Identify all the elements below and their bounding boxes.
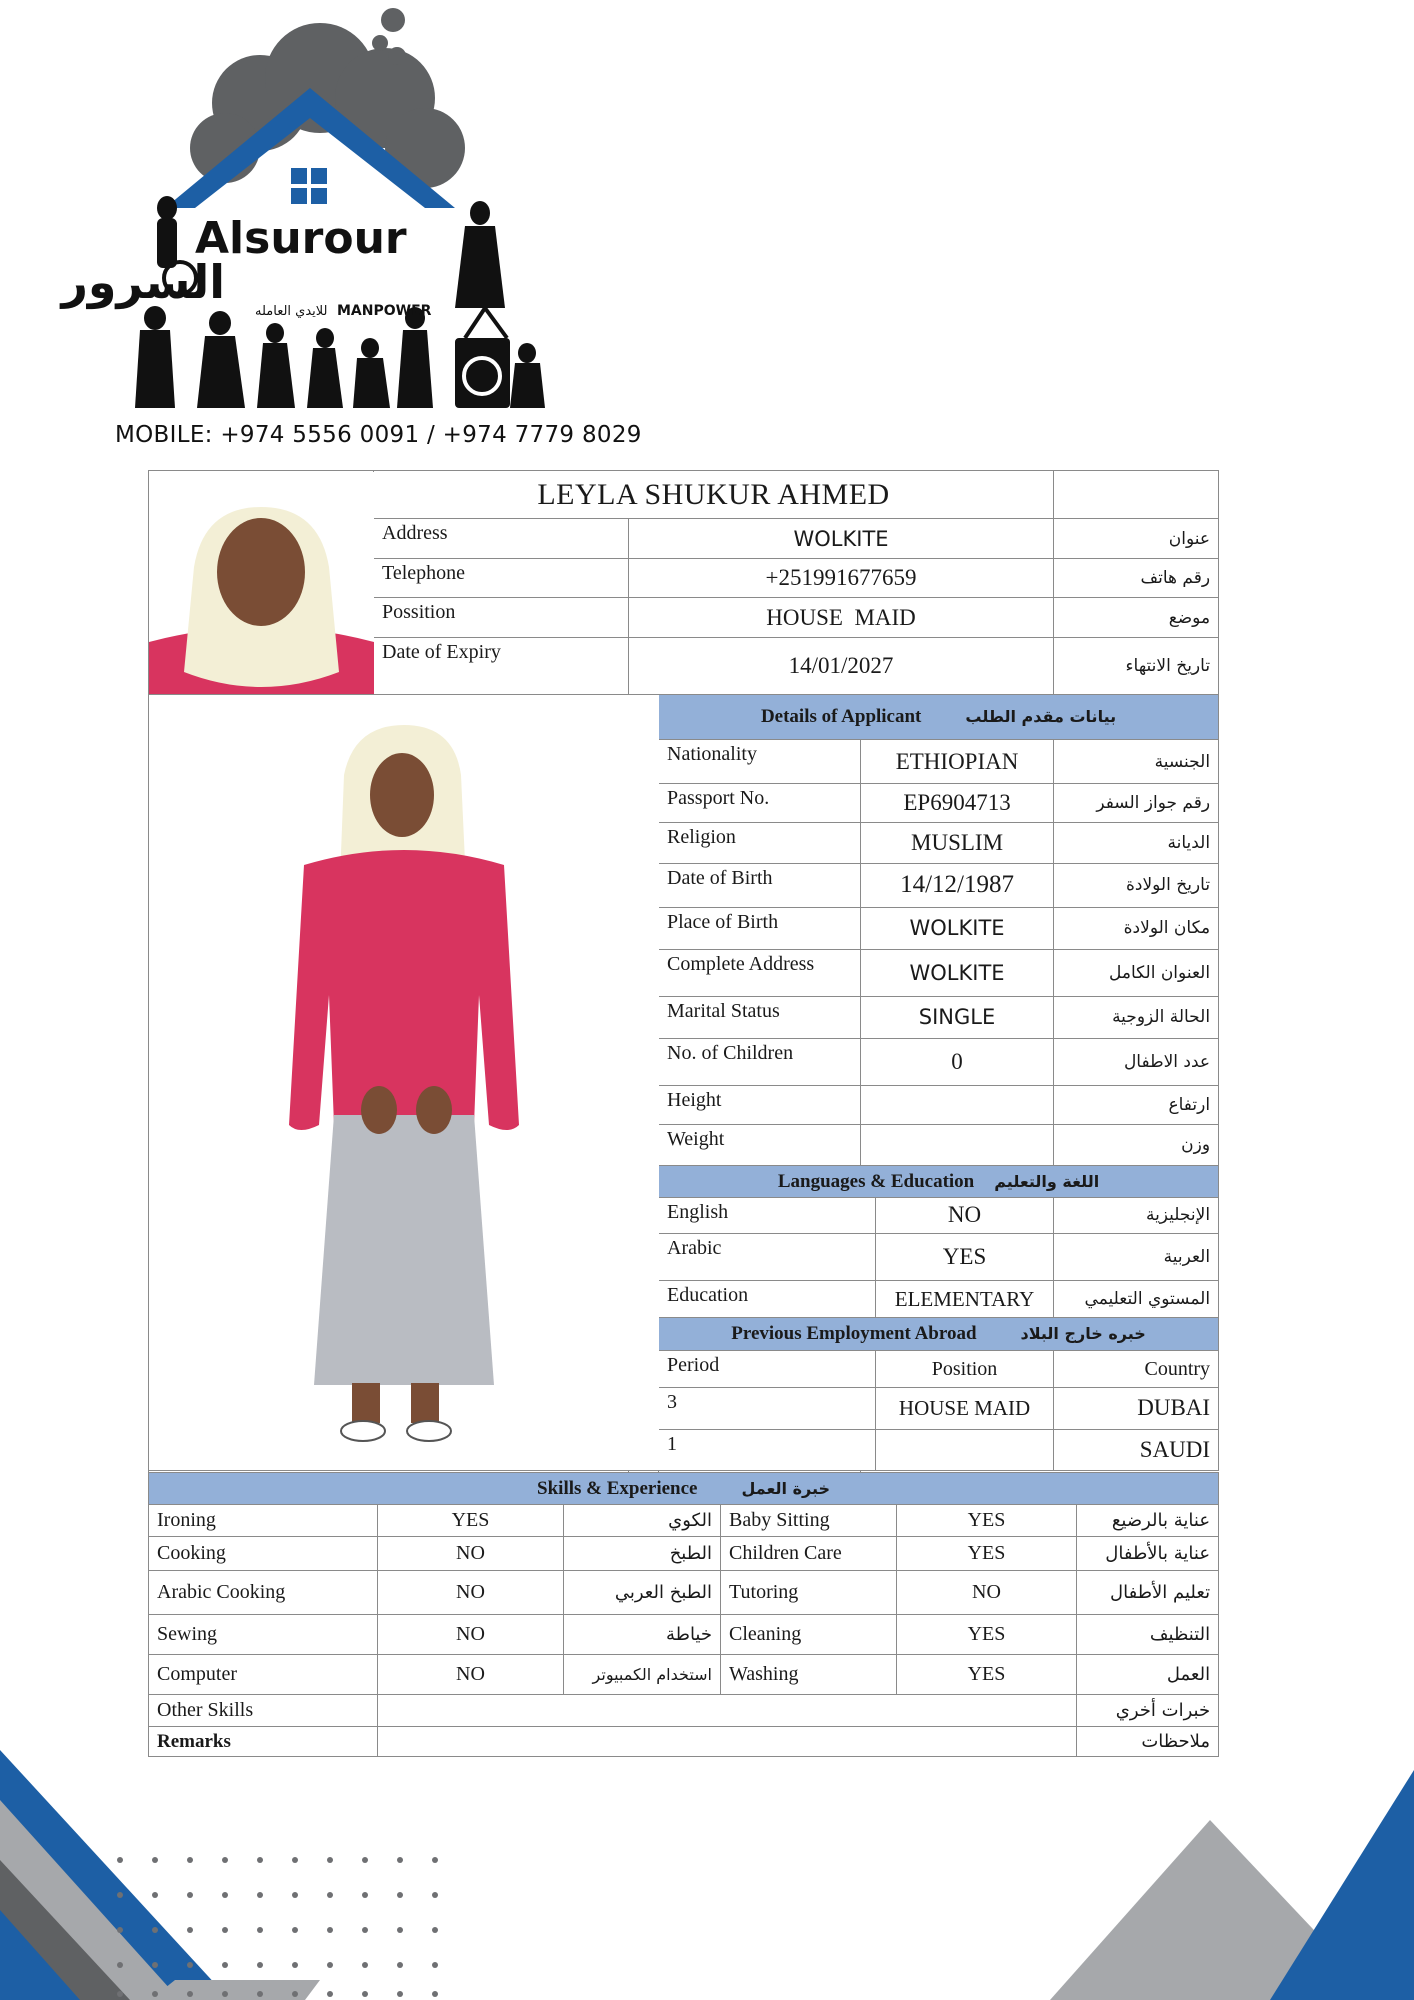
languages-header xyxy=(659,1166,1219,1198)
skill-cleaning-value: YES xyxy=(897,1615,1077,1655)
marital-status-value: SINGLE xyxy=(861,997,1054,1038)
birthplace-label-ar: مكان الولادة xyxy=(1054,907,1219,949)
nationality-value: ETHIOPIAN xyxy=(861,740,1054,783)
portrait-photo xyxy=(149,471,374,695)
skill-washing-label: Washing xyxy=(721,1655,897,1695)
full-body-photo xyxy=(149,695,659,1471)
complete-address-label: Complete Address xyxy=(659,949,861,996)
skill-baby-sitting-label-ar: عناية بالرضيع xyxy=(1077,1505,1219,1537)
details-header-ar: بيانات مقدم الطلب xyxy=(965,707,1117,727)
address-label-ar: عنوان xyxy=(1054,519,1219,559)
education-value: ELEMENTARY xyxy=(876,1280,1054,1317)
marital-status-label-ar: الحالة الزوجية xyxy=(1054,997,1219,1038)
arabic-value: YES xyxy=(876,1233,1054,1280)
skill-cooking-label: Cooking xyxy=(149,1537,378,1571)
title-blank-cell xyxy=(1054,471,1219,519)
children-label: No. of Children xyxy=(659,1038,861,1085)
skill-baby-sitting-label: Baby Sitting xyxy=(721,1505,897,1537)
children-value: 0 xyxy=(861,1038,1054,1085)
svg-text:MANPOWER: MANPOWER xyxy=(337,303,432,319)
skill-cooking-value: NO xyxy=(378,1537,564,1571)
education-label-ar: المستوي التعليمي xyxy=(1054,1280,1219,1317)
weight-value xyxy=(861,1125,1054,1166)
employment-col-country: Country xyxy=(1054,1351,1219,1388)
dot-grid-decoration xyxy=(110,1848,450,2000)
skill-tutoring-label: Tutoring xyxy=(721,1571,897,1615)
skill-sewing-label: Sewing xyxy=(149,1615,378,1655)
employment-col-period: Period xyxy=(659,1351,876,1388)
dob-value: 14/12/1987 xyxy=(861,864,1054,907)
skill-tutoring-value: NO xyxy=(897,1571,1077,1615)
employment-row-1-period: 3 xyxy=(659,1388,876,1429)
skill-sewing-value: NO xyxy=(378,1615,564,1655)
details-header xyxy=(659,695,1219,740)
skill-tutoring-label-ar: تعليم الأطفال xyxy=(1077,1571,1219,1615)
telephone-label-ar: رقم هاتف xyxy=(1054,559,1219,598)
skill-computer-label-ar: استخدام الكمبيوتر xyxy=(564,1655,721,1695)
passport-label: Passport No. xyxy=(659,783,861,822)
education-label: Education xyxy=(659,1280,876,1317)
mobile-contact: MOBILE: +974 5556 0091 / +974 7779 8029 xyxy=(115,422,642,448)
skill-ironing-value: YES xyxy=(378,1505,564,1537)
complete-address-value: WOLKITE xyxy=(861,949,1054,996)
employment-row-2-period: 1 xyxy=(659,1429,876,1470)
skill-washing-label-ar: العمل xyxy=(1077,1655,1219,1695)
skill-sewing-label-ar: خياطة xyxy=(564,1615,721,1655)
skills-table xyxy=(148,1472,1219,1757)
expiry-label-ar: تاريخ الانتهاء xyxy=(1054,638,1219,695)
position-value: HOUSE MAID xyxy=(629,598,1054,638)
languages-header-en: Languages & Education xyxy=(777,1170,975,1192)
skill-computer-label: Computer xyxy=(149,1655,378,1695)
dob-label-ar: تاريخ الولادة xyxy=(1054,864,1219,907)
employment-row-2-country: SAUDI xyxy=(1054,1429,1219,1470)
svg-text:Alsurour: Alsurour xyxy=(195,213,407,264)
complete-address-label-ar: العنوان الكامل xyxy=(1054,949,1219,996)
svg-text:السرور: السرور xyxy=(61,255,225,309)
position-label: Possition xyxy=(374,598,629,638)
nationality-label-ar: الجنسية xyxy=(1054,740,1219,783)
height-label-ar: ارتفاع xyxy=(1054,1085,1219,1124)
employment-header-ar: خبره خارج البلاد xyxy=(1020,1324,1146,1344)
passport-label-ar: رقم جواز السفر xyxy=(1054,783,1219,822)
skill-children-care-value: YES xyxy=(897,1537,1077,1571)
religion-label: Religion xyxy=(659,822,861,863)
birthplace-label: Place of Birth xyxy=(659,907,861,949)
english-label-ar: الإنجليزية xyxy=(1054,1198,1219,1233)
expiry-value: 14/01/2027 xyxy=(629,638,1054,695)
religion-value: MUSLIM xyxy=(861,822,1054,863)
other-skills-value xyxy=(378,1695,1077,1727)
corner-decoration-right xyxy=(1010,1770,1414,2000)
remarks-value xyxy=(378,1727,1077,1757)
height-value xyxy=(861,1085,1054,1124)
passport-value: EP6904713 xyxy=(861,783,1054,822)
employment-col-position: Position xyxy=(876,1351,1054,1388)
telephone-label: Telephone xyxy=(374,559,629,598)
address-value: WOLKITE xyxy=(629,519,1054,559)
skills-header-en: Skills & Experience xyxy=(537,1477,698,1499)
remarks-label: Remarks xyxy=(149,1727,378,1757)
skill-cooking-label-ar: الطبخ xyxy=(564,1537,721,1571)
employment-row-1-position: HOUSE MAID xyxy=(876,1388,1054,1429)
employment-header xyxy=(659,1318,1219,1351)
address-label: Address xyxy=(374,519,629,559)
other-skills-label: Other Skills xyxy=(149,1695,378,1727)
other-skills-label-ar: خبرات أخري xyxy=(1077,1695,1219,1727)
skill-computer-value: NO xyxy=(378,1655,564,1695)
skills-header xyxy=(149,1473,1219,1505)
skill-children-care-label: Children Care xyxy=(721,1537,897,1571)
skill-cleaning-label: Cleaning xyxy=(721,1615,897,1655)
employment-header-en: Previous Employment Abroad xyxy=(731,1323,977,1345)
skills-header-ar: خبرة العمل xyxy=(741,1478,831,1498)
employment-row-1-country: DUBAI xyxy=(1054,1388,1219,1429)
languages-header-ar: اللغة والتعليم xyxy=(994,1171,1100,1191)
skill-washing-value: YES xyxy=(897,1655,1077,1695)
nationality-label: Nationality xyxy=(659,740,861,783)
birthplace-value: WOLKITE xyxy=(861,907,1054,949)
english-value: NO xyxy=(876,1198,1054,1233)
applicant-name: LEYLA SHUKUR AHMED xyxy=(374,471,1054,519)
marital-status-label: Marital Status xyxy=(659,997,861,1038)
weight-label: Weight xyxy=(659,1125,861,1166)
height-label: Height xyxy=(659,1085,861,1124)
skill-baby-sitting-value: YES xyxy=(897,1505,1077,1537)
application-table xyxy=(148,470,1219,1500)
skill-children-care-label-ar: عناية بالأطفال xyxy=(1077,1537,1219,1571)
skill-arabic-cooking-label: Arabic Cooking xyxy=(149,1571,378,1615)
dob-label: Date of Birth xyxy=(659,864,861,907)
english-label: English xyxy=(659,1198,876,1233)
skill-ironing-label: Ironing xyxy=(149,1505,378,1537)
weight-label-ar: وزن xyxy=(1054,1125,1219,1166)
skill-cleaning-label-ar: التنظيف xyxy=(1077,1615,1219,1655)
company-logo xyxy=(61,8,555,408)
arabic-label-ar: العربية xyxy=(1054,1233,1219,1280)
expiry-label: Date of Expiry xyxy=(374,638,629,695)
skill-ironing-label-ar: الكوي xyxy=(564,1505,721,1537)
skill-arabic-cooking-label-ar: الطبخ العربي xyxy=(564,1571,721,1615)
employment-row-2-position xyxy=(876,1429,1054,1470)
svg-text:للايدي العامله: للايدي العامله xyxy=(255,304,328,319)
children-label-ar: عدد الاطفال xyxy=(1054,1038,1219,1085)
skill-arabic-cooking-value: NO xyxy=(378,1571,564,1615)
remarks-label-ar: ملاحظات xyxy=(1077,1727,1219,1757)
position-label-ar: موضع xyxy=(1054,598,1219,638)
arabic-label: Arabic xyxy=(659,1233,876,1280)
details-header-en: Details of Applicant xyxy=(760,706,922,728)
religion-label-ar: الديانة xyxy=(1054,822,1219,863)
telephone-value: +251991677659 xyxy=(629,559,1054,598)
